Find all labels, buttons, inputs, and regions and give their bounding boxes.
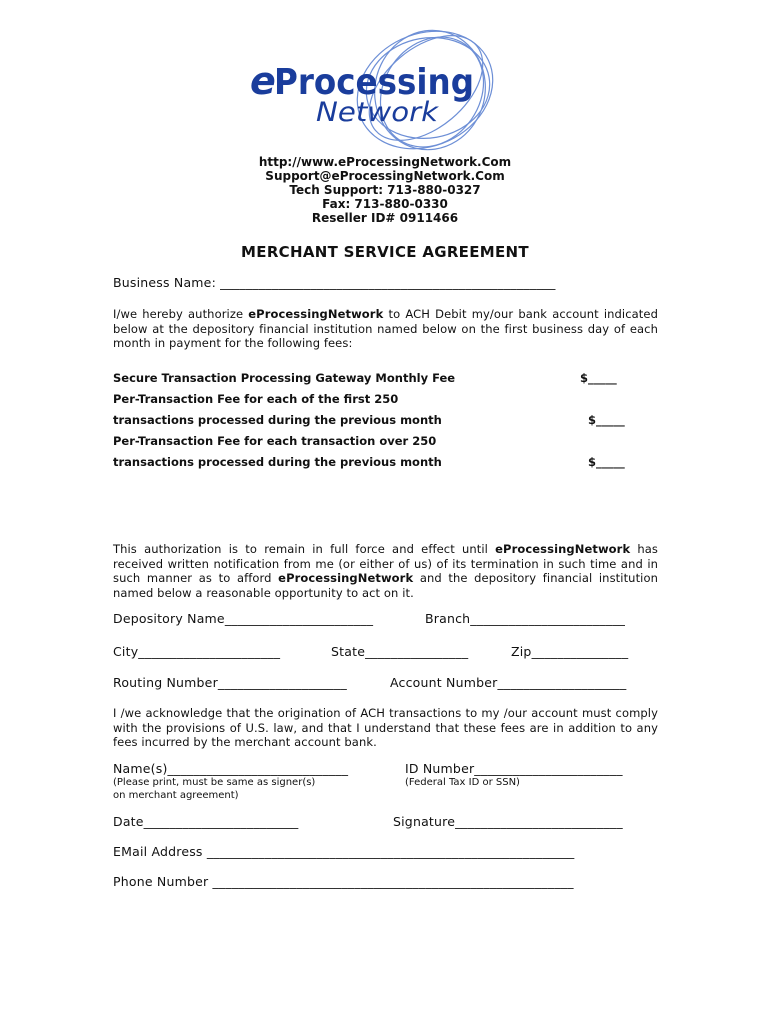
phone-number-field[interactable]: Phone Number ________________________________________________________ [113,874,574,889]
first-250-fee-amount[interactable]: $_____ [588,413,625,427]
over-250-fee-label-line1: Per-Transaction Fee for each transaction over 250 [113,434,437,448]
email-address-field[interactable]: EMail Address _________________________________________________________ [113,844,575,859]
support-email[interactable]: Support@eProcessingNetwork.Com [265,169,505,183]
authorization-paragraph [113,307,658,351]
branch-field[interactable]: Branch________________________ [425,611,626,626]
over-250-fee-amount[interactable]: $_____ [588,455,625,469]
tech-support-phone: Tech Support: 713-880-0327 [289,183,481,197]
account-number-field[interactable]: Account Number____________________ [390,675,627,690]
fax-number: Fax: 713-880-0330 [322,197,448,211]
logo-network: Network [316,97,440,128]
page-title: MERCHANT SERVICE AGREEMENT [241,243,529,261]
depository-name-field[interactable]: Depository Name_______________________ [113,611,374,626]
authorization-term-paragraph [113,542,658,600]
routing-number-field[interactable]: Routing Number____________________ [113,675,347,690]
names-note-line2: on merchant agreement) [113,790,239,801]
authorization-text-start: I/we hereby authorize [113,307,249,321]
eprocessingnetwork-logo [240,22,510,157]
first-250-fee-label-line1: Per-Transaction Fee for each of the first 250 [113,392,399,406]
gateway-fee-amount[interactable]: $_____ [580,371,617,385]
city-field[interactable]: City______________________ [113,644,281,659]
reseller-id: Reseller ID# 0911466 [311,211,459,225]
first-250-fee-label-line2: transactions processed during the previous month [113,413,442,427]
names-field[interactable]: Name(s)____________________________ [113,761,349,776]
acknowledgement-paragraph: I /we acknowledge that the origination of ACH transactions to my /our account must comply with the provisions of U.S. law, and that I understand that these fees are in addition to any fees incurred by the merchant account bank. [113,706,658,749]
state-field[interactable]: State________________ [331,644,469,659]
authorization-text-end: to ACH Debit my/our bank account indicated below at the depository financial institution named below on the first business day of each month in payment for the following fees: [113,307,658,350]
over-250-fee-label-line2: transactions processed during the previous month [113,455,442,469]
business-name-field[interactable]: Business Name: ____________________________________________________ [113,275,556,290]
names-note-line1: (Please print, must be same as signer(s) [113,777,316,788]
brand-name: eProcessingNetwork [248,307,384,321]
date-field[interactable]: Date________________________ [113,814,299,829]
id-number-field[interactable]: ID Number_______________________ [405,761,623,776]
term-text-2: has received written notification from me (or either of us) of its termination in such time and in such manner as to afford [113,542,658,585]
brand-name-1: eProcessingNetwork [495,542,631,556]
term-text-3: and the depository financial institution named below a reasonable opportunity to act on it. [113,571,658,600]
brand-name-2: eProcessingNetwork [278,571,414,585]
gateway-fee-label: Secure Transaction Processing Gateway Monthly Fee [113,371,456,385]
logo-e: e [250,59,276,103]
logo-swoosh-graphic [240,22,510,157]
zip-field[interactable]: Zip_______________ [511,644,629,659]
logo-processing: Processing [274,62,474,103]
signature-field[interactable]: Signature__________________________ [393,814,623,829]
id-number-note: (Federal Tax ID or SSN) [405,777,520,788]
website-url[interactable]: http://www.eProcessingNetwork.Com [258,155,512,169]
term-text-1: This authorization is to remain in full force and effect until [113,542,496,556]
